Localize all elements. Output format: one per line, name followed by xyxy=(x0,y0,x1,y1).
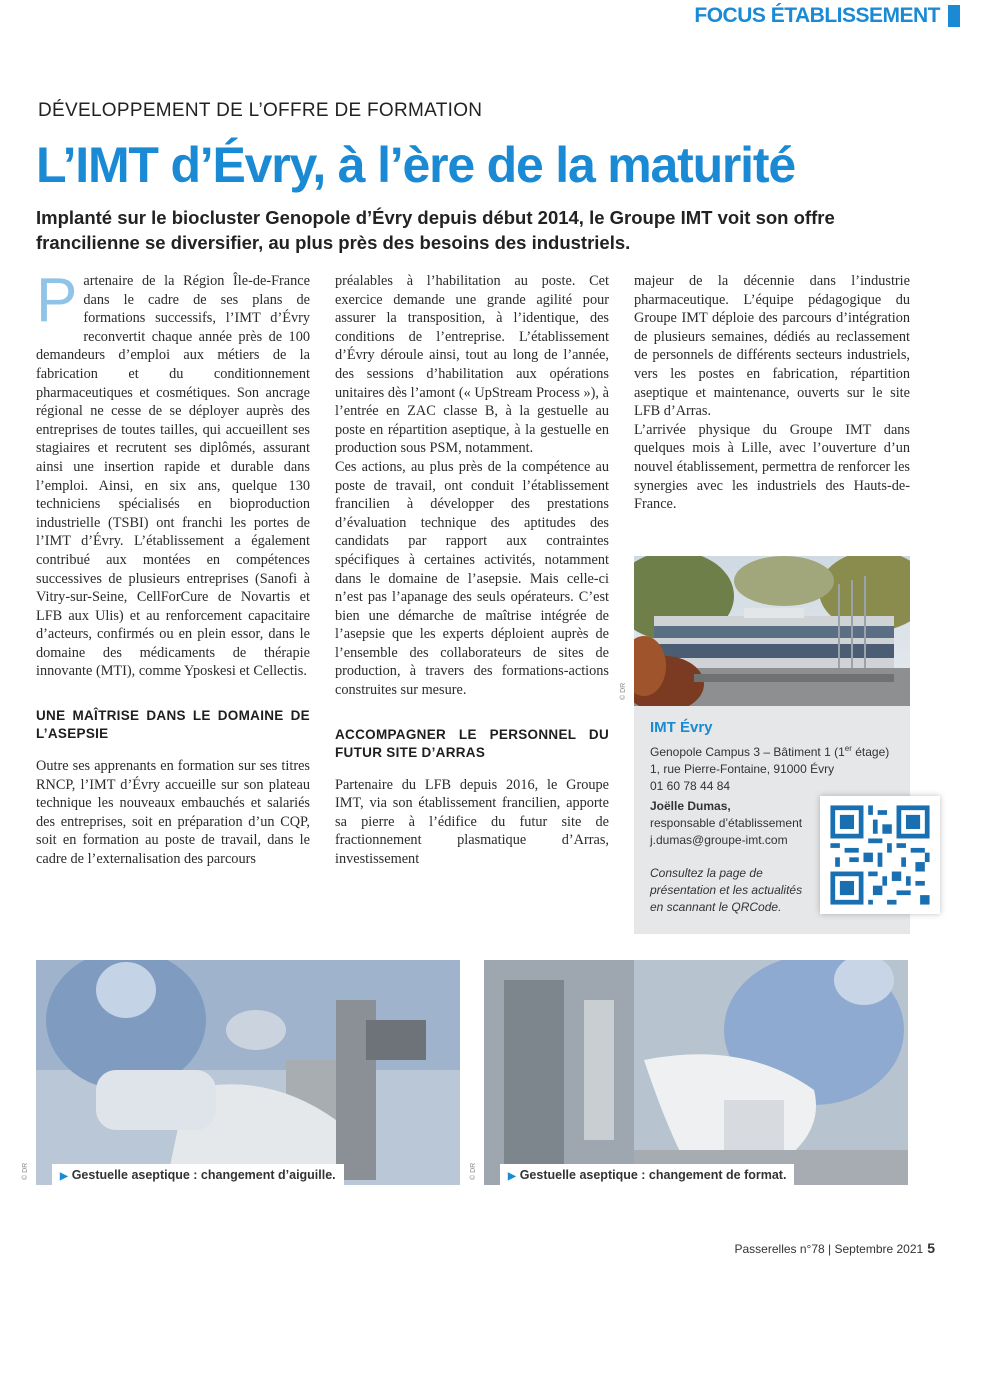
building-illustration xyxy=(634,556,910,706)
lab-photo-2 xyxy=(484,960,908,1185)
qr-note: Consultez la page de présentation et les actualités en scannant le QRCode. xyxy=(650,866,803,914)
paragraph: préalables à l’habilitation au poste. Cet exercice demande une grande agilité pour assurer la transposition, à l’identique, des conditions de l’entreprise. L’établissement d’Évry déroule ainsi, tout au long de l’année, des sessions d’habilitation aux opérations unitaires dès l’amont (« UpStream Process »), à l’entrée en ZAC classe B, à la gestuelle au poste en répartition aseptique, à la gestuelle en production sous PSM, notamment. xyxy=(335,273,609,457)
contact-name: Joëlle Dumas, xyxy=(650,799,731,813)
contact-role: responsable d’établissement xyxy=(650,816,803,830)
article-column-3 xyxy=(634,272,910,514)
subhead-arras: ACCOMPAGNER LE PERSONNEL DU FUTUR SITE D’ARRAS xyxy=(335,726,609,760)
page-number: 5 xyxy=(927,1240,935,1256)
paragraph: Partenaire du LFB depuis 2016, le Groupe IMT, via son établissement francilien, apporte sa pierre à l’édifice du futur site de fractionnement plasmatique d’Arras, investissement xyxy=(335,776,609,868)
paragraph: majeur de la décennie dans l’industrie pharmaceutique. L’équipe pédagogique du Groupe IMT déploie des parcours d’intégration de plusieurs semaines, dédiés au reclassement de personnels de différents secteurs industriels, vers les postes en fabrication, répartition aseptique et maintenance, ouverts sur le site LFB d’Arras. xyxy=(634,273,910,420)
photo-credit: © DR xyxy=(22,1162,29,1180)
info-box-title: IMT Évry xyxy=(650,719,713,736)
drop-cap: P xyxy=(36,266,78,335)
phone-number: 01 60 78 44 84 xyxy=(650,779,731,793)
contact-email[interactable]: j.dumas@groupe-imt.com xyxy=(650,833,788,847)
info-contact xyxy=(650,798,820,849)
photo-credit: © DR xyxy=(620,682,627,700)
building-photo xyxy=(634,556,910,706)
article-column-1 xyxy=(36,266,310,869)
caption-arrow-icon: ▶ xyxy=(60,1171,68,1182)
address-line-2: 1, rue Pierre-Fontaine, 91000 Évry xyxy=(650,762,835,776)
paragraph: L’arrivée physique du Groupe IMT dans quelques mois à Lille, avec l’ouverture d’un nouvel établissement, permettra de renforcer les synergies avec les industriels des Hauts-de-France. xyxy=(634,421,910,513)
paragraph xyxy=(36,266,310,681)
photo-credit: © DR xyxy=(470,1162,477,1180)
caption-arrow-icon: ▶ xyxy=(508,1171,516,1182)
paragraph-text: artenaire de la Région Île-de-France dans le cadre de ses plans de formations successifs, l’IMT d’Évry reconvertit chaque année près de 100 demandeurs d’emploi aux métiers de la fabrication et du conditionnement pharmaceutiques et cosmétiques. Son ancrage régional ne cesse de se déployer auprès des entreprises de toutes tailles, qui accueillent ses stagiaires et recrutent ses diplômés, assurant ainsi une insertion rapide et durable dans l’emploi. Ainsi, en six ans, quelque 130 techniciens spécialisés en bioproduction industrielle (TSBI) ont franchi les portes de l’IMT d’Évry. L’établissement a également contribué aux montées en compétences successives de plusieurs entreprises (Sanofi à Vitry-sur-Seine, CellForCure de Novartis et LFB aux Ulis) et au renforcement capacitaire d’acteurs, confirmés ou en plein essor, dans le domaine des médicaments de thérapie innovante (MTI), comme Yposkesi et Cellectis. xyxy=(36,273,310,680)
qr-code-icon xyxy=(820,796,940,914)
paragraph: Ces actions, au plus près de la compétence au poste de travail, ont conduit l’établissement francilien à développer des prestations d’évaluation technique des aptitudes des candidats par rapport aux contraintes spécifiques à certaines activités, notamment dans le domaine de l’asepsie. Mais celle-ci n’est pas l’apanage des seuls opérateurs. C’est bien une démarche de maîtrise intégrée de l’asepsie que les experts déploient auprès de l’ensemble des collaborateurs de sites de production, à travers des formations-actions construites sur mesure. xyxy=(335,458,609,699)
article-title: L’IMT d’Évry, à l’ère de la maturité xyxy=(36,137,795,193)
lab-photo-1 xyxy=(36,960,460,1185)
paragraph: Outre ses apprenants en formation sur ses titres RNCP, l’IMT d’Évry accueille sur son plateau technique les nouveaux embauchés et salariés des entreprises, soit en préparation d’un CQP, soit en formation au poste de travail, dans le cadre de l’externalisation des parcours xyxy=(36,758,310,868)
photo-caption-2: ▶ Gestuelle aseptique : changement de format. xyxy=(500,1164,794,1186)
section-tag-label: FOCUS ÉTABLISSEMENT xyxy=(694,4,940,27)
info-address xyxy=(650,740,910,795)
subhead-asepsie: UNE MAÎTRISE DANS LE DOMAINE DE L’ASEPSIE xyxy=(36,708,310,742)
section-tag xyxy=(694,4,960,28)
publication-info: Passerelles n°78 | Septembre 2021 xyxy=(734,1242,924,1256)
qr-code[interactable] xyxy=(820,796,940,914)
photo-caption-1: ▶ Gestuelle aseptique : changement d’aiguille. xyxy=(52,1164,344,1186)
lab-photo-2-illustration xyxy=(484,960,908,1185)
section-tag-bar xyxy=(948,5,960,27)
page-footer xyxy=(735,1240,936,1256)
article-column-2 xyxy=(335,272,609,869)
address-line-1: Genopole Campus 3 – Bâtiment 1 (1er étage) xyxy=(650,744,890,759)
lab-photo-1-illustration xyxy=(36,960,460,1185)
article-kicker: DÉVELOPPEMENT DE L’OFFRE DE FORMATION xyxy=(38,100,483,121)
article-lead: Implanté sur le biocluster Genopole d’Évry depuis début 2014, le Groupe IMT voit son offre francilienne se diversifier, au plus près des besoins des industriels. xyxy=(36,207,835,253)
